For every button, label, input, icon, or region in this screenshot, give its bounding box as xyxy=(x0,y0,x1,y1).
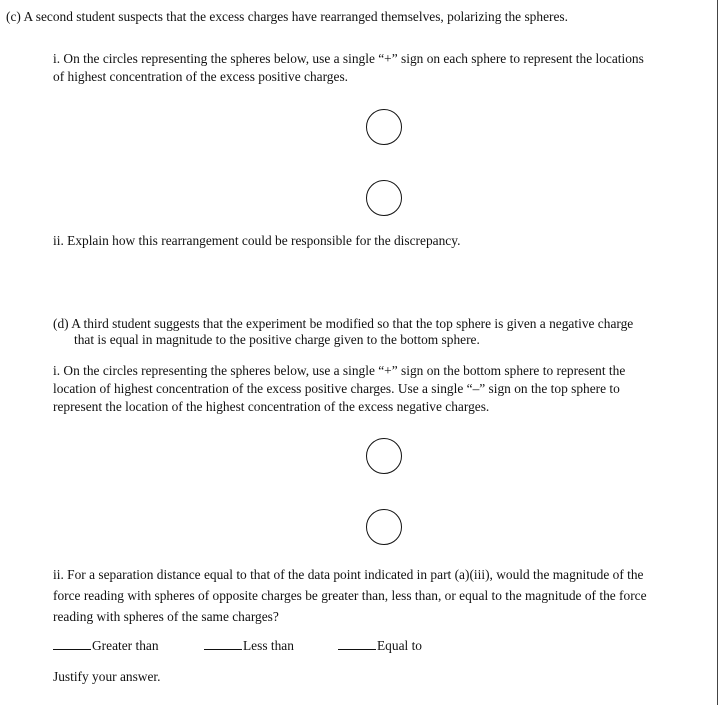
bottom-sphere-d[interactable] xyxy=(366,509,402,545)
choice-label: Greater than xyxy=(92,638,159,653)
part-d-ii-line1: ii. For a separation distance equal to that of the data point indicated in part (a)(iii), would the magnitude of the xyxy=(53,567,644,582)
justify-prompt: Justify your answer. xyxy=(53,669,161,684)
choice-greater-than[interactable] xyxy=(53,637,159,655)
top-sphere-c[interactable] xyxy=(366,109,402,145)
choice-equal-to[interactable] xyxy=(338,637,422,655)
bottom-sphere-c[interactable] xyxy=(366,180,402,216)
answer-blank[interactable] xyxy=(53,637,91,650)
answer-blank[interactable] xyxy=(204,637,242,650)
top-sphere-d[interactable] xyxy=(366,438,402,474)
choice-less-than[interactable] xyxy=(204,637,294,655)
part-d-i-line3: represent the location of the highest concentration of the excess negative charges. xyxy=(53,399,490,414)
part-c-i-line1: i. On the circles representing the spheres below, use a single “+” sign on each sphere to represent the locations xyxy=(53,51,644,66)
part-c-ii: ii. Explain how this rearrangement could be responsible for the discrepancy. xyxy=(53,233,461,248)
part-c-i-line2: of highest concentration of the excess positive charges. xyxy=(53,69,348,84)
part-d-ii-line2: force reading with spheres of opposite charges be greater than, less than, or equal to the magnitude of the force xyxy=(53,588,647,603)
part-d-ii-line3: reading with spheres of the same charges? xyxy=(53,609,279,624)
choice-label: Equal to xyxy=(377,638,422,653)
part-d-intro-line2: that is equal in magnitude to the positive charge given to the bottom sphere. xyxy=(74,332,480,347)
part-d-i-line1: i. On the circles representing the spheres below, use a single “+” sign on the bottom sphere to represent the xyxy=(53,363,626,378)
answer-blank[interactable] xyxy=(338,637,376,650)
choice-label: Less than xyxy=(243,638,294,653)
part-d-intro-line1: (d) A third student suggests that the experiment be modified so that the top sphere is given a negative charge xyxy=(53,316,634,331)
part-c-intro: (c) A second student suspects that the excess charges have rearranged themselves, polarizing the spheres. xyxy=(6,9,568,24)
part-d-i-line2: location of highest concentration of the excess positive charges. Use a single “–” sign on the top sphere to xyxy=(53,381,620,396)
